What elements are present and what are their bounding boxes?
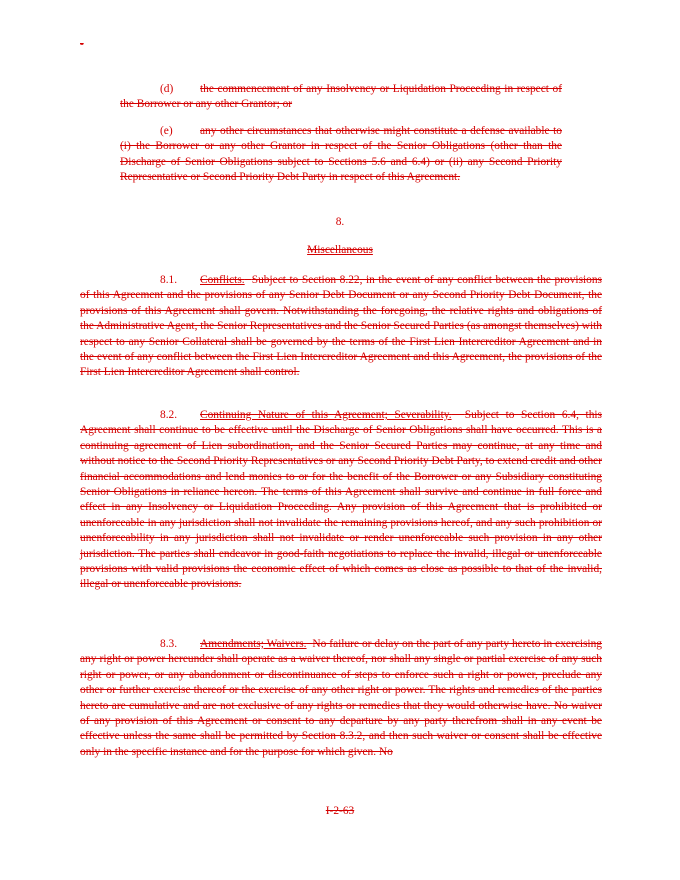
subsection-number: 8.3. — [160, 638, 178, 650]
subsection-number: 8.1. — [160, 274, 178, 286]
subsection-8-3 — [80, 637, 602, 760]
subsection-heading: Continuing Nature of this Agreement; Severability. — [200, 409, 452, 421]
subsection-heading: Amendments; Waivers. — [200, 638, 307, 650]
subsection-body: Subject to Section 8.22, in the event of any conflict between the provisions of this Agreement and the provisions of any Senior Debt Document or any Second Priority Debt Document, the provisions of this Agreement shall govern. Notwithstanding the foregoing, the relative rights and obligations of the Administrative Agent, the Senior Representatives and the Senior Secured Parties (as amongst themselves) with respect to any Senior Collateral shall be governed by the terms of the First Lien Intercreditor Agreement and in the event of any conflict between the First Lien Intercreditor Agreement and this Agreement, the provisions of the First Lien Intercreditor Agreement shall control. — [80, 274, 602, 379]
page-number: I-2-63 — [325, 805, 355, 817]
clause-e-text: any other circumstances that otherwise might constitute a defense available to (i) the Borrower or any other Grantor in respect of the Senior Obligations (other than the Discharge of Senior Obligations subject to Sections 5.6 and 6.4) or (ii) any Second Priority Representative or Second Priority Debt Party in respect of this Agreement. — [120, 125, 562, 184]
section-title: Miscellaneous — [307, 244, 373, 256]
clause-e — [120, 124, 562, 186]
clause-e-label: (e) — [160, 125, 173, 137]
subsection-heading: Conflicts. — [200, 274, 245, 286]
subsection-body: No failure or delay on the part of any party hereto in exercising any right or power hereunder shall operate as a waiver thereof, nor shall any single or partial exercise of any such right or power, or any abandonment or discontinuance of steps to enforce such a right or power, preclude any other or further exercise thereof or the exercise of any other right or power. The rights and remedies of the parties hereto are cumulative and are not exclusive of any rights or remedies that they would otherwise have. No waiver of any provision of this Agreement or consent to any departure by any party therefrom shall in any event be effective unless the same shall be permitted by Section 8.3.2, and then such waiver or consent shall be effective only in the specific instance and for the purpose for which given. No — [80, 638, 602, 758]
clause-d-label: (d) — [160, 83, 174, 95]
clause-d-text: the commencement of any Insolvency or Liquidation Proceeding in respect of the Borrower or any other Grantor; or — [120, 83, 562, 111]
subsection-8-1 — [80, 273, 602, 381]
subsection-number: 8.2. — [160, 409, 178, 421]
clause-d — [120, 82, 562, 113]
revision-marker: - — [80, 38, 84, 50]
subsection-body: Subject to Section 6.4, this Agreement shall continue to be effective until the Discharge of Senior Obligations shall have occurred. This is a continuing agreement of Lien subordination, and the Senior Secured Parties may continue, at any time and without notice to the Second Priority Representatives or any Second Priority Debt Party, to extend credit and other financial accommodations and lend monies to or for the benefit of the Borrower or any Subsidiary constituting Senior Obligations in reliance hereon. The terms of this Agreement shall survive and continue in full force and effect in any Insolvency or Liquidation Proceeding. Any provision of this Agreement that is prohibited or unenforceable in any jurisdiction shall not invalidate the remaining provisions hereof, and any such prohibition or unenforceability in any jurisdiction shall not invalidate or render unenforceable such provision in any other jurisdiction. The parties shall endeavor in good-faith negotiations to replace the invalid, illegal or unenforceable provisions with valid provisions the economic effect of which comes as close as possible to that of the invalid, illegal or unenforceable provisions. — [80, 409, 602, 591]
section-number: 8. — [335, 216, 345, 228]
subsection-8-2 — [80, 408, 602, 593]
